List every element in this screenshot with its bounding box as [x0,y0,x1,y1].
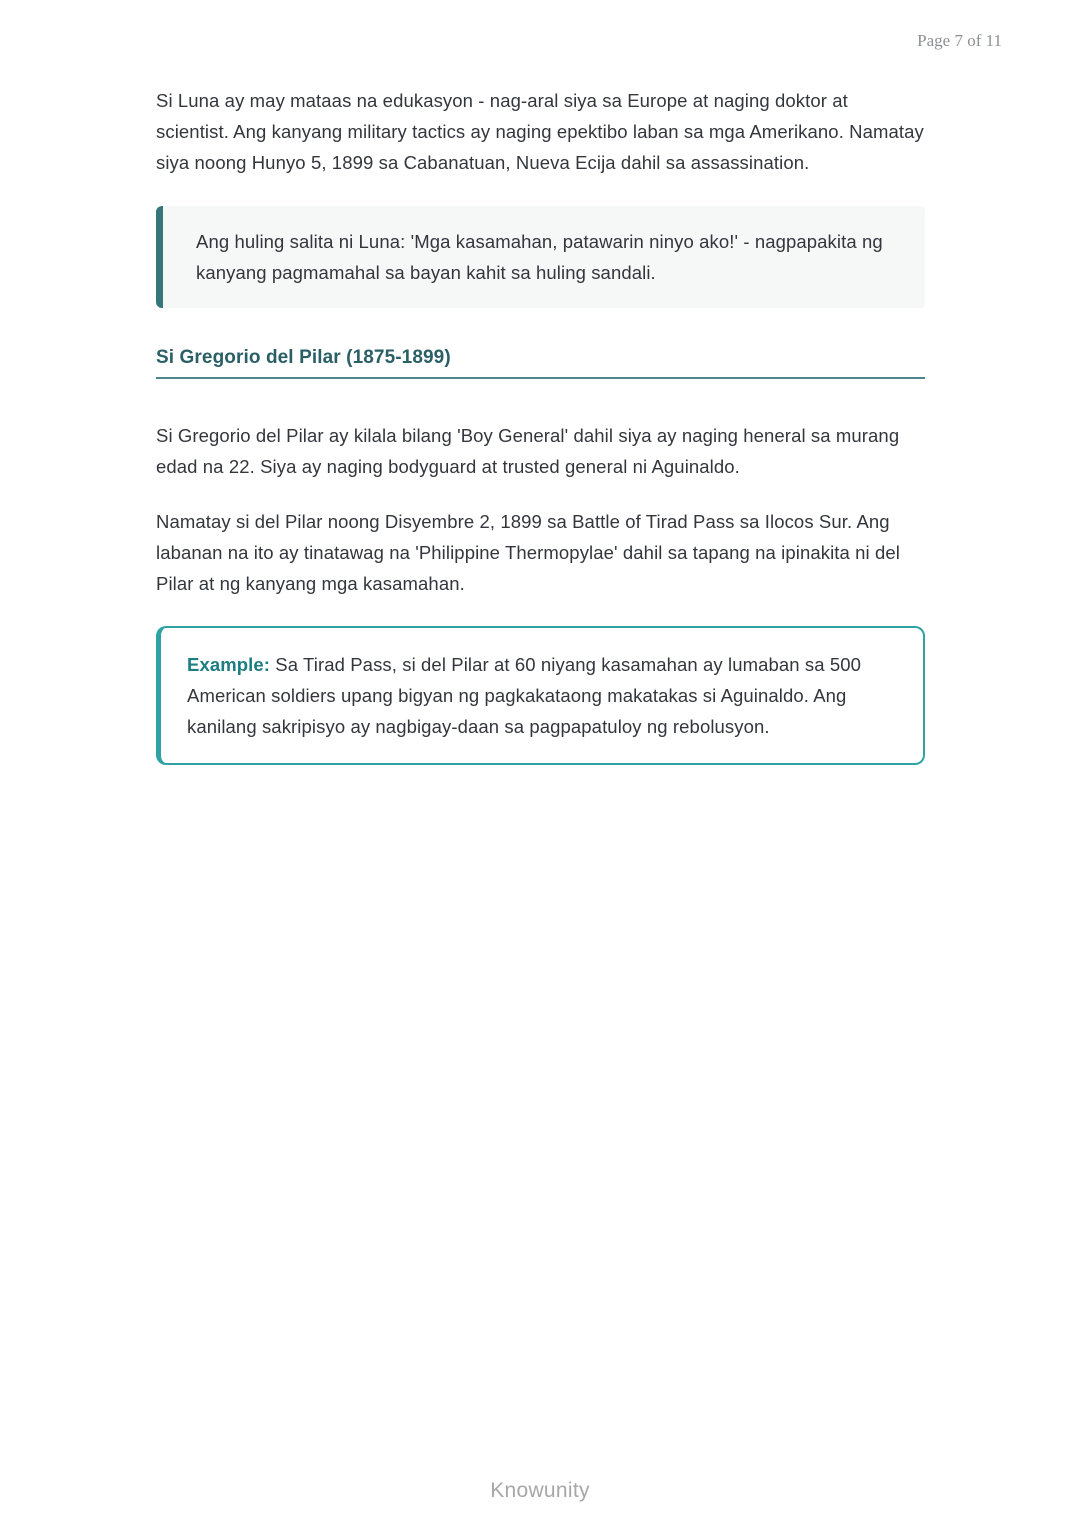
page-content [156,85,925,765]
paragraph-del-pilar-1: Si Gregorio del Pilar ay kilala bilang 'Boy General' dahil siya ay naging heneral sa murang edad na 22. Siya ay naging bodyguard at trusted general ni Aguinaldo. [156,425,900,477]
page-number: Page 7 of 11 [917,31,1002,50]
example-paragraph [187,649,893,742]
quote-text: Ang huling salita ni Luna: 'Mga kasamahan, patawarin ninyo ako!' - nagpapakita ng kanyang pagmamahal sa bayan kahit sa huling sandali. [196,231,883,283]
example-text: Sa Tirad Pass, si del Pilar at 60 niyang kasamahan ay lumaban sa 500 American soldiers upang bigyan ng pagkakataong makatakas si Aguinaldo. Ang kanilang sakripisyo ay nagbigay-daan sa pagpapatuloy ng rebolusyon. [187,654,862,737]
quote-callout [156,206,925,308]
paragraph-del-pilar-2: Namatay si del Pilar noong Disyembre 2, 1899 sa Battle of Tirad Pass sa Ilocos Sur. Ang labanan na ito ay tinatawag na 'Philippine Thermopylae' dahil sa tapang na ipinakita ni del Pilar at ng kanyang mga kasamahan. [156,511,900,594]
paragraph-luna: Si Luna ay may mataas na edukasyon - nag-aral siya sa Europe at naging doktor at scientist. Ang kanyang military tactics ay naging epektibo laban sa mga Amerikano. Namatay siya noong Hunyo 5, 1899 sa Cabanatuan, Nueva Ecija dahil sa assassination. [156,90,924,173]
example-callout [156,626,925,765]
section-heading-gregorio-del-pilar: Si Gregorio del Pilar (1875-1899) [156,347,925,379]
example-label: Example: [187,654,271,675]
footer-brand: Knowunity [490,1479,590,1502]
